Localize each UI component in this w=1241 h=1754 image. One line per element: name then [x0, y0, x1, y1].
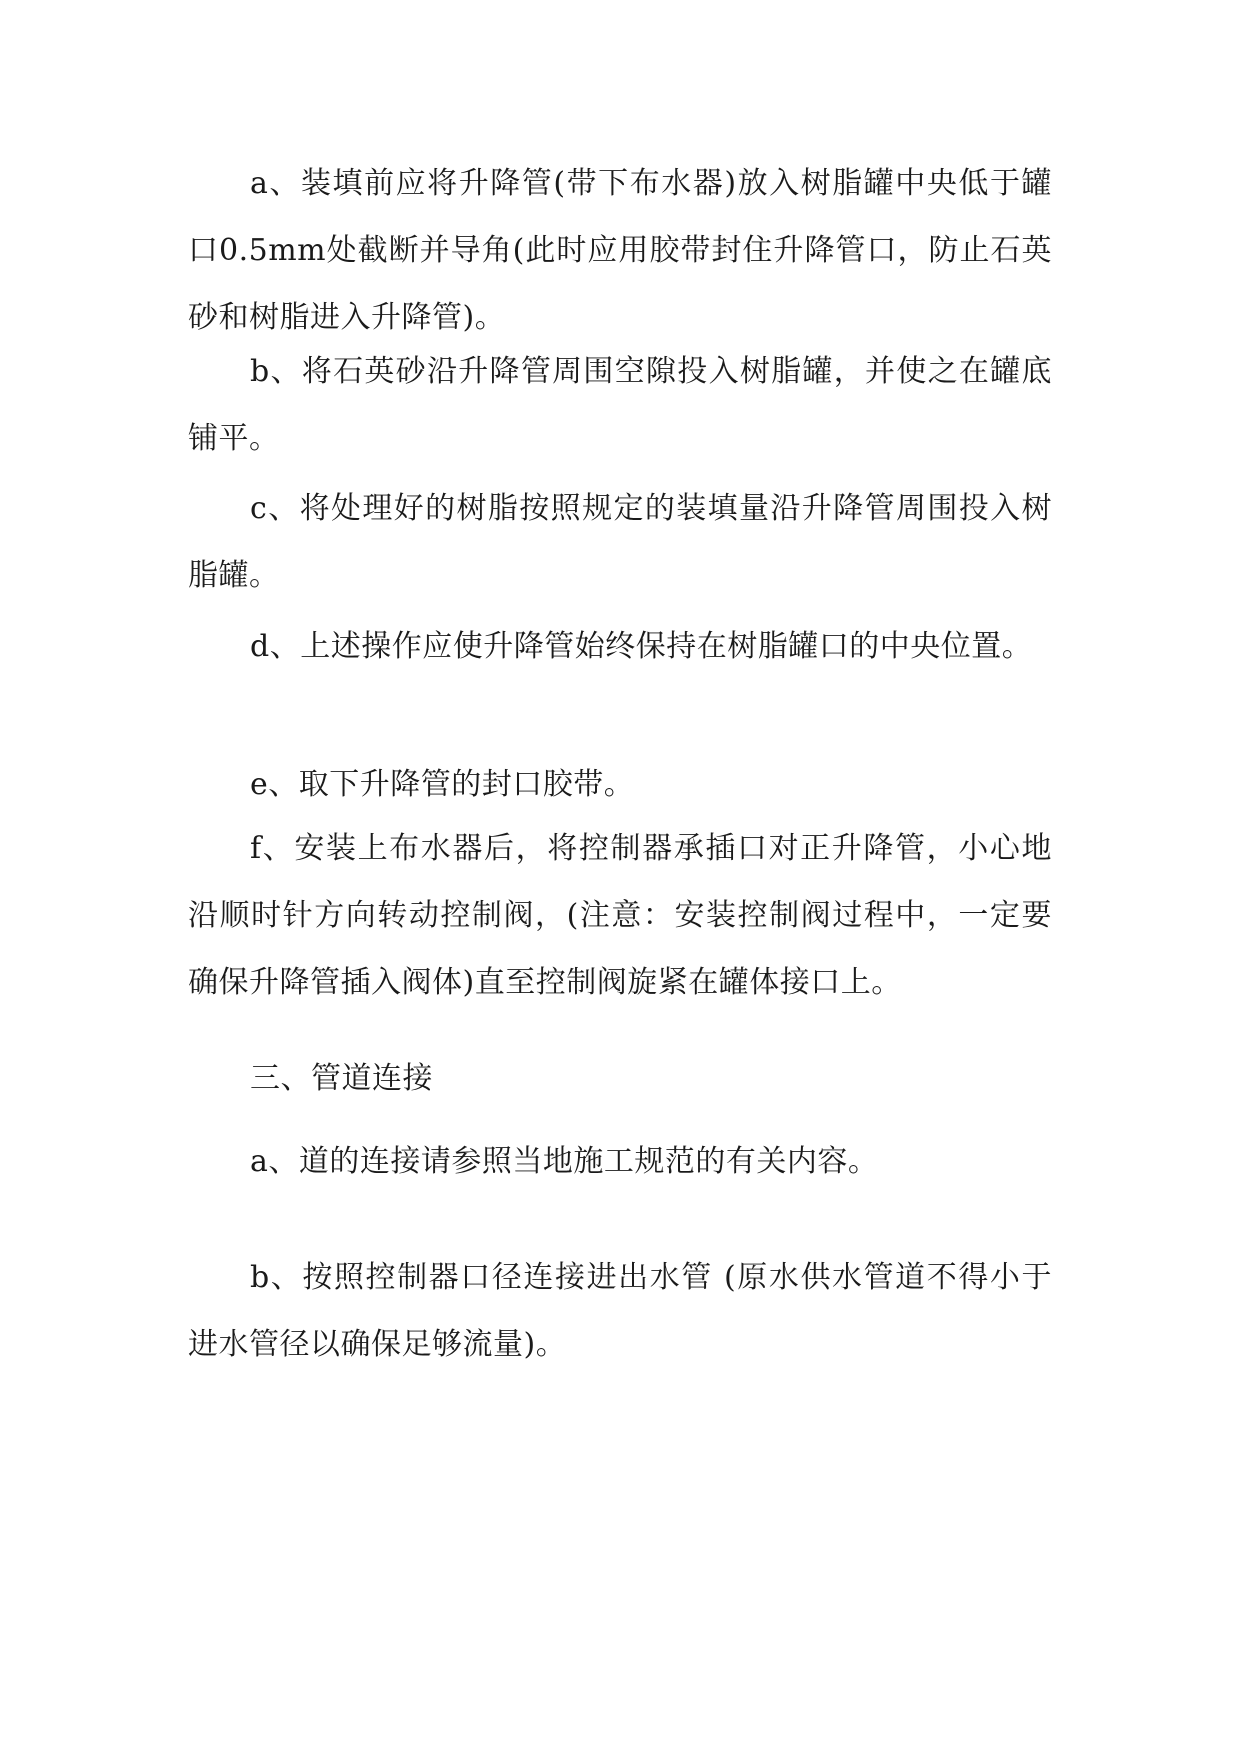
paragraph-b-inlet-outlet: b、按照控制器口径连接进出水管 (原水供水管道不得小于进水管径以确保足够流量)。: [188, 1260, 1052, 1362]
paragraph-a-install-riser: a、装填前应将升降管(带下布水器)放入树脂罐中央低于罐口0.5mm处截断并导角(此时应用胶带封住升降管口，防止石英砂和树脂进入升降管)。: [188, 166, 1052, 335]
paragraph-f-install-valve: f、安装上布水器后，将控制器承插口对正升降管，小心地沿顺时针方向转动控制阀，(注意：安装控制阀过程中，一定要确保升降管插入阀体)直至控制阀旋紧在罐体接口上。: [188, 831, 1052, 1000]
paragraph-a-pipe-standards: a、道的连接请参照当地施工规范的有关内容。: [250, 1144, 879, 1179]
paragraph-d-keep-centered: d、上述操作应使升降管始终保持在树脂罐口的中央位置。: [250, 629, 1033, 664]
paragraph-b-quartz-sand: b、将石英砂沿升降管周围空隙投入树脂罐，并使之在罐底铺平。: [188, 354, 1052, 456]
paragraph-c-resin-fill: c、将处理好的树脂按照规定的装填量沿升降管周围投入树脂罐。: [188, 491, 1052, 593]
section-heading-pipe-connection: 三、管道连接: [250, 1061, 433, 1096]
paragraph-e-remove-tape: e、取下升降管的封口胶带。: [250, 767, 635, 802]
